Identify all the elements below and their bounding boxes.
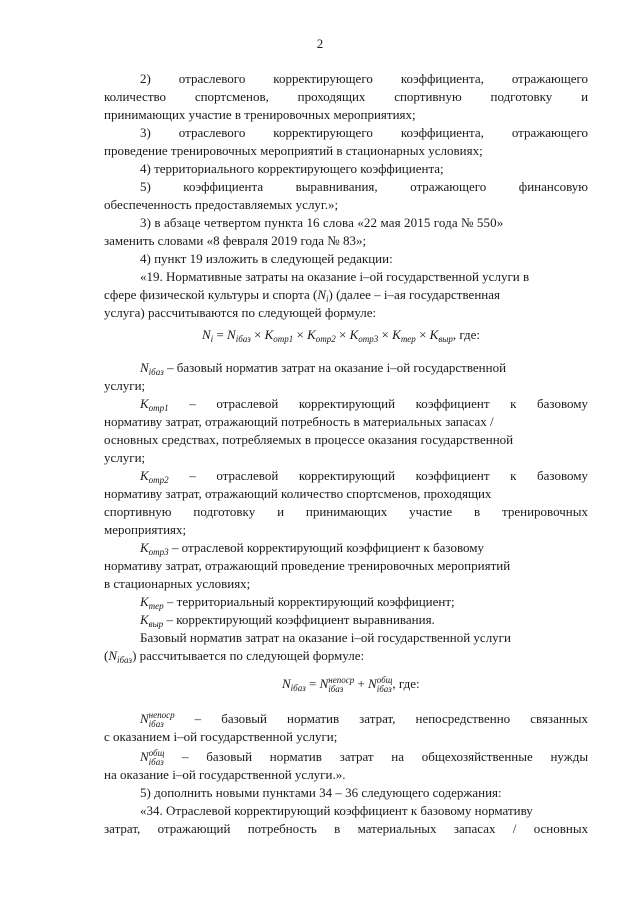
page-number: 2 — [316, 36, 324, 51]
item-2-line-1: 2) отраслевого корректирующего коэффициента, отражающего — [140, 71, 589, 86]
p34-line-2: затрат, отражающий потребность в материальных запасах / основных — [104, 821, 589, 836]
def-k-otr2-line-3: спортивную подготовку и принимающих участие в тренировочных — [104, 504, 588, 519]
def-k-otr3-line-3: в стационарных условиях; — [104, 576, 251, 591]
def-k-otr2-line-2: нормативу затрат, отражающий количество спортсменов, проходящих — [104, 486, 492, 501]
p34-line-1: «34. Отраслевой корректирующий коэффициент к базовому нормативу — [140, 803, 533, 818]
amendment-5-line: 5) дополнить новыми пунктами 34 – 36 следующего содержания: — [140, 785, 502, 800]
amendment-3-line-1: 3) в абзаце четвертом пункта 16 слова «22 мая 2015 года № 550» — [140, 215, 504, 230]
def-n-direct-line-1: N непоср iбаз – базовый норматив затрат, непосредственно связанных — [140, 710, 588, 729]
def-n-base-line-1: $N_{iбаз}$ – базовый норматив затрат на оказание i–ой государственной — [140, 360, 507, 377]
amendment-4-line: 4) пункт 19 изложить в следующей редакции: — [140, 251, 393, 266]
def-k-otr3-line-1: $K_{отр3}$ – отраслевой корректирующий коэффициент к базовому — [140, 540, 484, 557]
def-k-otr1-line-1: $K_{отр1}$ – отраслевой корректирующий коэффициент к базовому — [140, 396, 588, 413]
item-5-line-1: 5) коэффициента выравнивания, отражающего финансовую — [140, 179, 589, 194]
def-k-otr2-line-4: мероприятиях; — [104, 522, 187, 537]
def-n-general-line-2: на оказание i–ой государственной услуги.». — [104, 767, 346, 782]
formula-base-normative: $N_{iбаз} = N$ непоср iбаз + N общ iбаз , где: — [282, 675, 420, 694]
def-k-otr1-line-4: услуги; — [104, 450, 146, 465]
def-k-vyr-line: $K_{выр}$ – корректирующий коэффициент выравнивания. — [140, 612, 435, 629]
item-4-line: 4) территориального корректирующего коэффициента; — [140, 161, 444, 176]
item-2-line-2: количество спортсменов, проходящих спортивную подготовку и — [104, 89, 589, 104]
def-k-otr1-line-3: основных средствах, потребляемых в процессе оказания государственной — [104, 432, 514, 447]
item-3-line-2: проведение тренировочных мероприятий в стационарных условиях; — [104, 143, 483, 158]
amendment-3-line-2: заменить словами «8 февраля 2019 года № 83»; — [104, 233, 367, 248]
item-3-line-1: 3) отраслевого корректирующего коэффициента, отражающего — [140, 125, 589, 140]
formula-normative-costs: $N_i = N_{iбаз} \times K_{отр1} \times K_{отр2} \times K_{отр3} \times K_{тер} \times K_{выр}$, где: — [202, 327, 481, 344]
p19-line-1: «19. Нормативные затраты на оказание i–ой государственной услуги в — [140, 269, 530, 284]
base-normative-line-2: $(N_{iбаз})$ рассчитывается по следующей формуле: — [104, 648, 365, 665]
p19-line-2: сфере физической культуры и спорта $(N_i)$ (далее – i–ая государственная — [104, 287, 500, 304]
def-n-general-line-1: N общ iбаз – базовый норматив затрат на общехозяйственные нужды — [140, 748, 589, 767]
def-n-direct-line-2: с оказанием i–ой государственной услуги; — [104, 729, 338, 744]
def-k-otr3-line-2: нормативу затрат, отражающий проведение тренировочных мероприятий — [104, 558, 511, 573]
def-n-base-line-2: услуги; — [104, 378, 146, 393]
item-2-line-3: принимающих участие в тренировочных мероприятиях; — [104, 107, 416, 122]
item-5-line-2: обеспеченность предоставляемых услуг.»; — [104, 197, 339, 212]
def-k-otr1-line-2: нормативу затрат, отражающий потребность в материальных запасах / — [104, 414, 494, 429]
base-normative-line-1: Базовый норматив затрат на оказание i–ой государственной услуги — [140, 630, 511, 645]
def-k-ter-line: $K_{тер}$ – территориальный корректирующий коэффициент; — [140, 594, 455, 611]
p19-line-3: услуга) рассчитываются по следующей формуле: — [104, 305, 377, 320]
def-k-otr2-line-1: $K_{отр2}$ – отраслевой корректирующий коэффициент к базовому — [140, 468, 588, 485]
